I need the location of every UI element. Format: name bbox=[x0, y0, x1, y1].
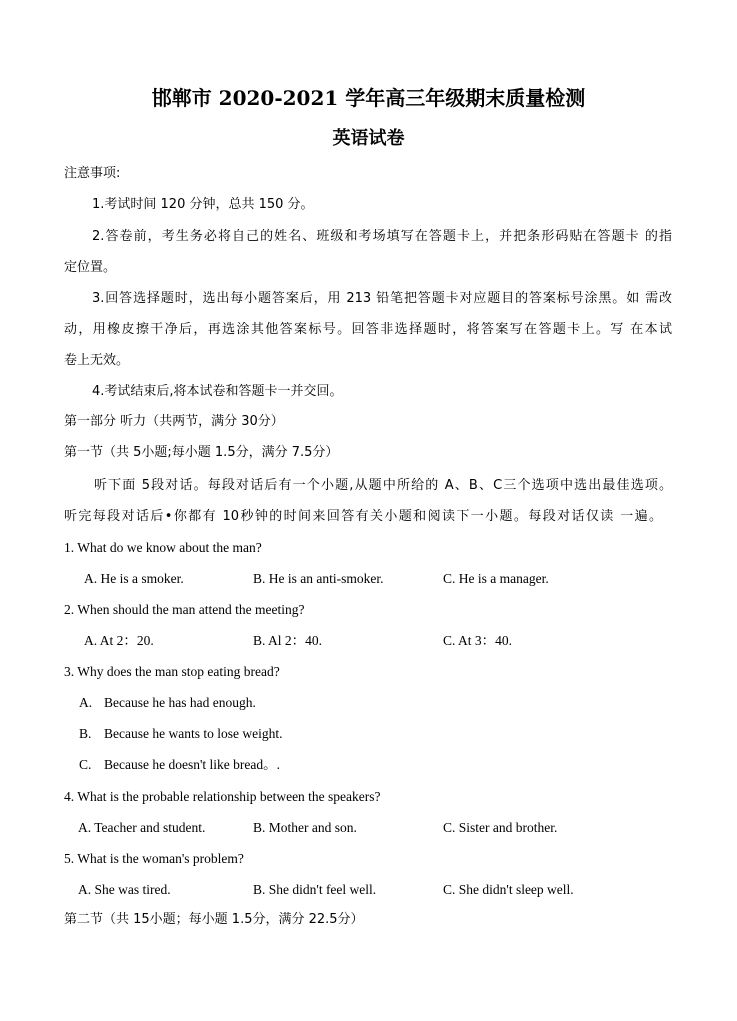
instructions-line-1: 听下面 5段对话。每段对话后有一个小题,从题中所给的 A、B、C三个选项中选出最佳选项。 bbox=[94, 478, 672, 493]
question-5-option-a: A. She was tired. bbox=[78, 882, 171, 897]
question-4-option-a: A. Teacher and student. bbox=[78, 820, 206, 835]
notice-item-3-line-2: 动，用橡皮擦干净后，再选涂其他答案标号。回答非选择题时，将答案写在答题卡上。写 在本试 bbox=[64, 322, 672, 337]
question-2-option-a: A. At 2：20. bbox=[84, 633, 154, 648]
question-3-option-c-letter: C. bbox=[79, 757, 92, 772]
question-3-option-a-letter: A. bbox=[79, 695, 93, 710]
exam-title: 邯郸市 2020-2021 学年高三年级期末质量检测 bbox=[151, 86, 586, 110]
notice-heading: 注意事项: bbox=[64, 166, 121, 181]
question-3-option-b: Because he wants to lose weight. bbox=[104, 726, 283, 741]
question-1-stem: 1. What do we know about the man? bbox=[64, 540, 262, 555]
question-2-option-b: B. Al 2：40. bbox=[253, 633, 323, 648]
notice-item-2-line-1: 2.答卷前，考生务必将自己的姓名、班级和考场填写在答题卡上，并把条形码贴在答题卡 的指 bbox=[92, 229, 672, 244]
question-3-option-b-letter: B. bbox=[79, 726, 92, 741]
notice-item-1: 1.考试时间 120 分钟，总共 150 分。 bbox=[92, 197, 314, 212]
question-4-option-b: B. Mother and son. bbox=[253, 820, 357, 835]
question-3-option-a: Because he has had enough. bbox=[104, 695, 256, 710]
section2-heading: 第二节（共 15小题；每小题 1.5分，满分 22.5分） bbox=[64, 912, 364, 927]
question-3-option-c: Because he doesn't like bread。. bbox=[104, 757, 280, 772]
notice-item-3-line-1: 3.回答选择题时，选出每小题答案后，用 213 铅笔把答题卡对应题目的答案标号涂黑。如 需改 bbox=[92, 291, 672, 306]
question-1-option-c: C. He is a manager. bbox=[443, 571, 549, 586]
notice-item-3-line-3: 卷上无效。 bbox=[64, 353, 130, 368]
question-5-option-b: B. She didn't feel well. bbox=[253, 882, 377, 897]
question-2-option-c: C. At 3：40. bbox=[443, 633, 513, 648]
question-3-stem: 3. Why does the man stop eating bread? bbox=[64, 664, 280, 679]
question-5-stem: 5. What is the woman's problem? bbox=[64, 851, 244, 866]
question-5-option-c: C. She didn't sleep well. bbox=[443, 882, 574, 897]
question-4-stem: 4. What is the probable relationship between the speakers? bbox=[64, 789, 381, 804]
part1-heading: 第一部分 听力（共两节，满分 30分） bbox=[64, 414, 284, 429]
notice-item-2-line-2: 定位置。 bbox=[64, 260, 117, 275]
notice-item-4: 4.考试结束后,将本试卷和答题卡一并交回。 bbox=[92, 384, 343, 399]
exam-subtitle: 英语试卷 bbox=[332, 128, 405, 149]
question-2-stem: 2. When should the man attend the meeting? bbox=[64, 602, 305, 617]
question-1-option-a: A. He is a smoker. bbox=[84, 571, 184, 586]
question-4-option-c: C. Sister and brother. bbox=[443, 820, 558, 835]
section1-heading: 第一节（共 5小题;每小题 1.5分，满分 7.5分） bbox=[64, 445, 339, 460]
instructions-line-2: 听完每段对话后•你都有 10秒钟的时间来回答有关小题和阅读下一小题。每段对话仅读 一遍。 bbox=[64, 509, 662, 524]
question-1-option-b: B. He is an anti-smoker. bbox=[253, 571, 384, 586]
